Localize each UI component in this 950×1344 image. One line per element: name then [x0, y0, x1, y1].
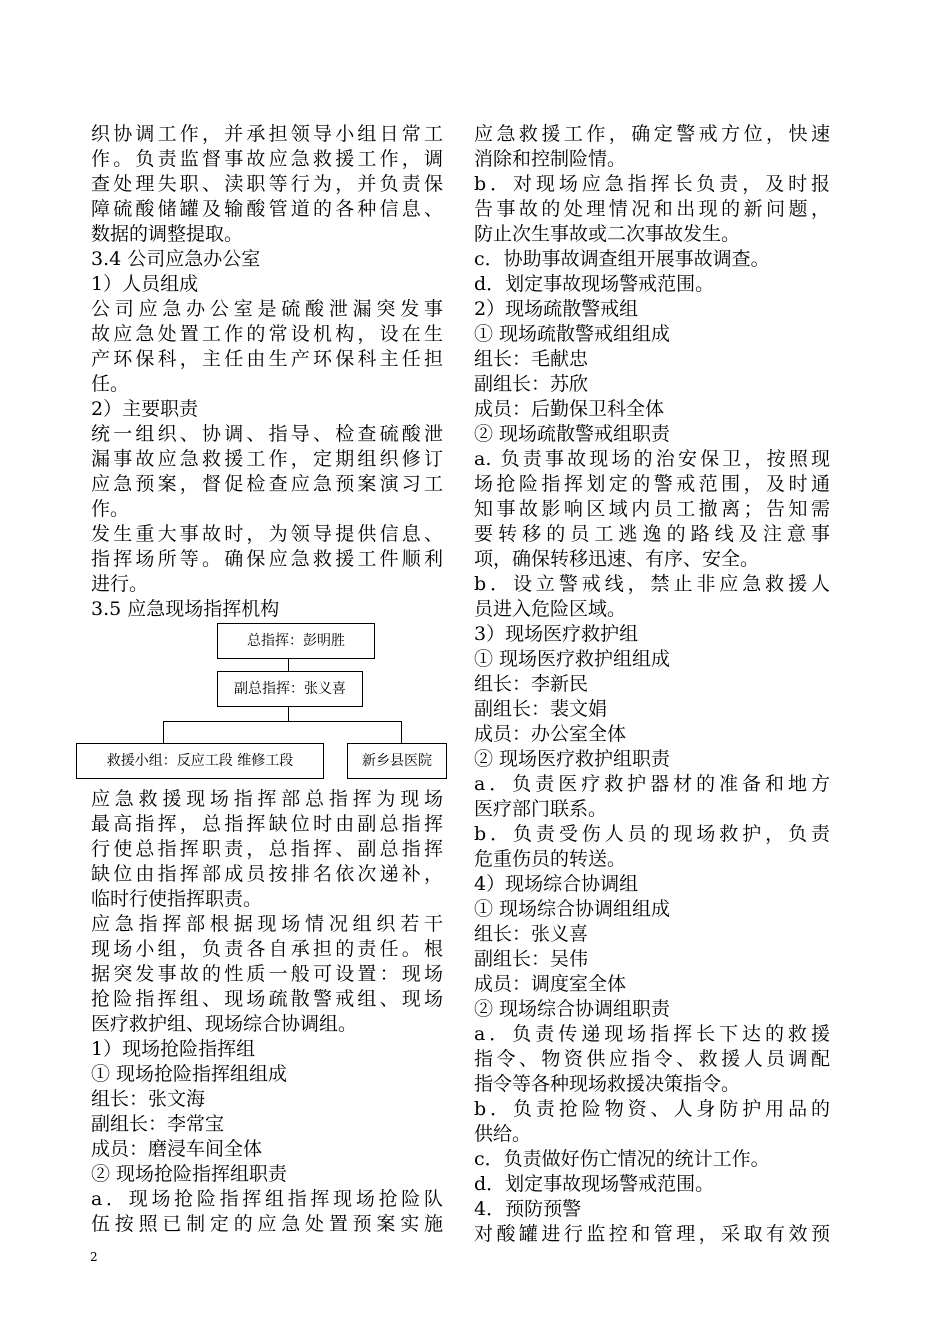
- text-line: 进行。: [91, 573, 149, 595]
- page-number: 2: [90, 1250, 98, 1264]
- org-deputy-box: [217, 671, 363, 707]
- text-line: 成员：磨浸车间全体: [91, 1138, 263, 1160]
- text-line: b．设立警戒线，禁止非应急救援人: [474, 573, 830, 595]
- text-line: 3）现场医疗救护组: [474, 623, 639, 645]
- left-column: [91, 122, 443, 1237]
- text-line: d．划定事故现场警戒范围。: [474, 273, 715, 295]
- text-line: 数据的调整提取。: [91, 223, 244, 245]
- text-line: 织协调工作，并承担领导小组日常工: [91, 123, 443, 145]
- text-line: 伍按照已制定的应急处置预案实施: [91, 1213, 443, 1235]
- text-line: 医疗救护组、现场综合协调组。: [91, 1013, 358, 1035]
- text-line: ② 现场疏散警戒组职责: [474, 423, 671, 445]
- org-rescue-group-box: [76, 743, 324, 779]
- text-line: 对酸罐进行监控和管理，采取有效预: [474, 1223, 830, 1245]
- text-line: 作。负责监督事故应急救援工作，调: [91, 148, 443, 170]
- text-line: 应急指挥部根据现场情况组织若干: [91, 913, 443, 935]
- text-line: b．负责抢险物资、人身防护用品的: [474, 1098, 830, 1120]
- text-line: 产环保科，主任由生产环保科主任担: [91, 348, 443, 370]
- text-line: 成员：办公室全体: [474, 723, 627, 745]
- text-line: c．负责做好伤亡情况的统计工作。: [474, 1148, 770, 1170]
- text-line: 要转移的员工逃逸的路线及注意事: [474, 523, 830, 545]
- text-line: 组长：张文海: [91, 1088, 206, 1110]
- text-line: 4）现场综合协调组: [474, 873, 639, 895]
- text-line: 发生重大事故时，为领导提供信息、: [91, 523, 443, 545]
- text-line: 副组长：李常宝: [91, 1113, 225, 1135]
- org-connector: [288, 707, 289, 721]
- text-line: 临时行使指挥职责。: [91, 888, 263, 910]
- text-line: 2）主要职责: [91, 398, 199, 420]
- text-line: a. 负责事故现场的治安保卫，按照现: [474, 448, 830, 470]
- text-line: 告事故的处理情况和出现的新问题，: [474, 198, 830, 220]
- text-line: 公司应急办公室是硫酸泄漏突发事: [91, 298, 443, 320]
- text-line: 3.5 应急现场指挥机构: [91, 598, 280, 620]
- text-line: 最高指挥，总指挥缺位时由副总指挥: [91, 813, 443, 835]
- text-line: 应急预案，督促检查应急预案演习工: [91, 473, 443, 495]
- text-line: 故应急处置工作的常设机构，设在生: [91, 323, 443, 345]
- org-connector: [288, 659, 289, 671]
- text-line: a．现场抢险指挥组指挥现场抢险队: [91, 1188, 443, 1210]
- text-line: 应急救援现场指挥部总指挥为现场: [91, 788, 443, 810]
- text-line: 供给。: [474, 1123, 532, 1145]
- text-line: a．负责传递现场指挥长下达的救援: [474, 1023, 830, 1045]
- text-line: 副组长：裴文娟: [474, 698, 608, 720]
- org-deputy-label: 副总指挥：张义喜: [234, 681, 346, 697]
- text-line: 副组长：吴伟: [474, 948, 589, 970]
- text-line: 防止次生事故或二次事故发生。: [474, 223, 741, 245]
- text-line: ① 现场抢险指挥组组成: [91, 1063, 288, 1085]
- left-text-block-1: [91, 122, 443, 622]
- text-line: 3.4 公司应急办公室: [91, 248, 261, 270]
- text-line: 2）现场疏散警戒组: [474, 298, 639, 320]
- text-line: 员进入危险区域。: [474, 598, 627, 620]
- text-line: ① 现场综合协调组组成: [474, 898, 671, 920]
- text-line: a．负责医疗救护器材的准备和地方: [474, 773, 830, 795]
- text-line: 任。: [91, 373, 130, 395]
- text-line: ② 现场综合协调组职责: [474, 998, 671, 1020]
- text-line: 成员：后勤保卫科全体: [474, 398, 665, 420]
- left-text-block-2: [91, 787, 443, 1237]
- text-line: ② 现场抢险指挥组职责: [91, 1163, 288, 1185]
- org-connector: [163, 721, 401, 722]
- text-line: 危重伤员的转送。: [474, 848, 627, 870]
- text-line: ① 现场疏散警戒组组成: [474, 323, 671, 345]
- text-line: 漏事故应急救援工作，定期组织修订: [91, 448, 443, 470]
- text-line: 医疗部门联系。: [474, 798, 608, 820]
- text-line: 场抢险指挥划定的警戒范围，及时通: [474, 473, 830, 495]
- text-line: b．对现场应急指挥长负责，及时报: [474, 173, 830, 195]
- text-line: 行使总指挥职责，总指挥、副总指挥: [91, 838, 443, 860]
- text-line: 副组长：苏欣: [474, 373, 589, 395]
- text-line: 消除和控制险情。: [474, 148, 627, 170]
- text-line: 查处理失职、渎职等行为，并负责保: [91, 173, 443, 195]
- text-line: b．负责受伤人员的现场救护，负责: [474, 823, 830, 845]
- text-line: 作。: [91, 498, 130, 520]
- text-line: 抢险指挥组、现场疏散警戒组、现场: [91, 988, 443, 1010]
- text-line: d．划定事故现场警戒范围。: [474, 1173, 715, 1195]
- text-line: 1）人员组成: [91, 273, 199, 295]
- text-line: 应急救援工作，确定警戒方位，快速: [474, 123, 830, 145]
- org-rescue-group-label: 救援小组：反应工段 维修工段: [106, 753, 294, 769]
- text-line: ② 现场医疗救护组职责: [474, 748, 671, 770]
- text-line: 缺位由指挥部成员按排名依次递补，: [91, 863, 443, 885]
- text-line: 据突发事故的性质一般可设置：现场: [91, 963, 443, 985]
- text-line: 统一组织、协调、指导、检查硫酸泄: [91, 423, 443, 445]
- text-line: 组长：李新民: [474, 673, 589, 695]
- text-line: 组长：毛献忠: [474, 348, 589, 370]
- text-line: 指令等各种现场救援决策指令。: [474, 1073, 741, 1095]
- text-line: 障硫酸储罐及输酸管道的各种信息、: [91, 198, 443, 220]
- org-commander-box: [217, 623, 375, 659]
- text-line: 现场小组，负责各自承担的责任。根: [91, 938, 443, 960]
- text-line: ① 现场医疗救护组组成: [474, 648, 671, 670]
- org-connector: [401, 721, 402, 743]
- text-line: 组长：张义喜: [474, 923, 589, 945]
- text-line: 1）现场抢险指挥组: [91, 1038, 256, 1060]
- text-line: 指挥场所等。确保应急救援工件顺利: [91, 548, 443, 570]
- right-column: [474, 122, 830, 1247]
- text-line: 4．预防预警: [474, 1198, 582, 1220]
- org-commander-label: 总指挥：彭明胜: [247, 633, 345, 649]
- org-hospital-box: [347, 743, 447, 779]
- org-hospital-label: 新乡县医院: [362, 753, 432, 769]
- text-line: c．协助事故调查组开展事故调查。: [474, 248, 770, 270]
- org-connector: [163, 721, 164, 743]
- org-chart: [91, 623, 443, 785]
- text-line: 成员：调度室全体: [474, 973, 627, 995]
- text-line: 指令、物资供应指令、救援人员调配: [474, 1048, 830, 1070]
- text-line: 项，确保转移迅速、有序、安全。: [474, 548, 760, 570]
- text-line: 知事故影响区域内员工撤离；告知需: [474, 498, 830, 520]
